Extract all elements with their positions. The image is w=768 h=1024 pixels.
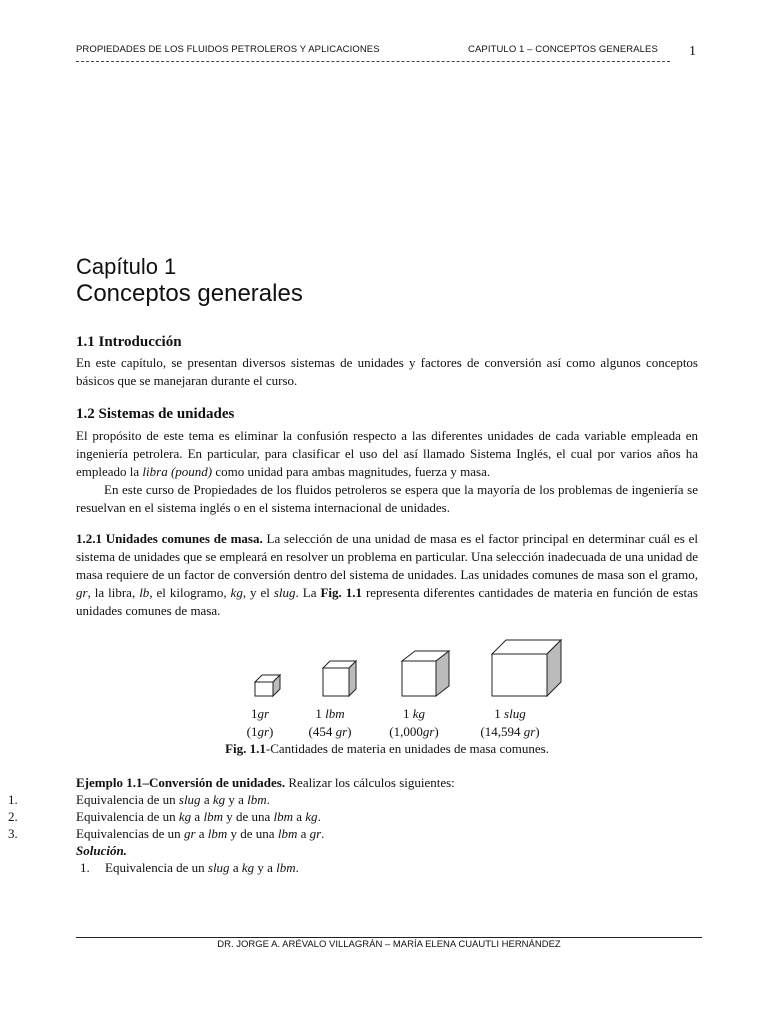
section-1-2-body (76, 427, 698, 517)
chapter-title: Conceptos generales (76, 280, 303, 307)
section-1-2-1-heading: 1.2.1 Unidades comunes de masa. (76, 531, 263, 546)
cube-label-gram: 1gr (1gr) (246, 706, 274, 739)
section-1-2-paragraph-1: El propósito de este tema es eliminar la confusión respecto a las diferentes unidades de cada variable empleada en ingeniería petrolera. En particular, para clasificar el uso del así llamado Sistema Inglés, el cual por varios años ha empleado la libra (pound) como unidad para ambas magnitudes, fuerza y masa. (76, 428, 698, 479)
list-item: 1. Equivalencia de un slug a kg y a lbm. (8, 792, 270, 807)
figure-reference: Fig. 1.1 (320, 585, 362, 600)
page-number: 1 (689, 44, 696, 59)
chapter-label: Capítulo 1 (76, 254, 177, 279)
cube-kilogram (402, 651, 449, 696)
cube-pound-mass (323, 661, 356, 696)
figure-caption: Fig. 1.1-Cantidades de materia en unidades de masa comunes. (225, 741, 549, 756)
list-item: 3. Equivalencias de un gr a lbm y de una lbm a gr. (8, 826, 325, 841)
section-1-2-heading: 1.2 Sistemas de unidades (76, 406, 235, 422)
list-item: 2. Equivalencia de un kg a lbm y de una lbm a kg. (8, 809, 321, 824)
cube-label-pound-mass: 1 lbm (454 gr) (308, 706, 352, 739)
solution-label: Solución. (76, 843, 127, 858)
header-divider (76, 61, 670, 62)
header-left-title: PROPIEDADES DE LOS FLUIDOS PETROLEROS Y APLICACIONES (76, 44, 380, 55)
section-1-2-paragraph-2: En este curso de Propiedades de los fluidos petroleros se espera que la mayoría de los problemas de ingeniería se resuelvan en el sistema inglés o en el sistema internacional de unidades. (76, 482, 698, 515)
example-block (8, 774, 708, 876)
cube-slug (492, 640, 561, 696)
cube-label-kilogram: 1 kg (1,000gr) (389, 706, 439, 739)
cube-label-slug: 1 slug (14,594 gr) (480, 706, 540, 739)
section-1-1-text: En este capítulo, se presentan diversos sistemas de unidades y factores de conversión así como algunos conceptos básicos que se manejaran durante el curso. (76, 355, 698, 388)
footer-authors: DR. JORGE A. ARÉVALO VILLAGRÁN – MARÍA ELENA CUAUTLI HERNÁNDEZ (217, 939, 561, 950)
example-heading: Ejemplo 1.1–Conversión de unidades. Realizar los cálculos siguientes: (76, 775, 455, 790)
section-1-1-heading: 1.1 Introducción (76, 334, 182, 350)
solution-item: 1. Equivalencia de un slug a kg y a lbm. (80, 860, 299, 875)
header-right-title: CAPITULO 1 – CONCEPTOS GENERALES (468, 44, 658, 55)
mass-cubes-figure (240, 636, 580, 702)
cube-gram (255, 675, 280, 696)
section-1-2-1-paragraph: 1.2.1 Unidades comunes de masa. La selección de una unidad de masa es el factor principal en determinar cuál es el sistema de unidades que se empleará en resolver un problema en particular. Una selección inadecuada de una unidad de masa requiere de un factor de conversión dentro del sistema de unidades. Las unidades comunes de masa son el gramo, gr, la libra, lb, el kilogramo, kg, y el slug. La Fig. 1.1 representa diferentes cantidades de materia en función de estas unidades comunes de masa. (76, 531, 699, 618)
footer-divider (76, 937, 702, 938)
